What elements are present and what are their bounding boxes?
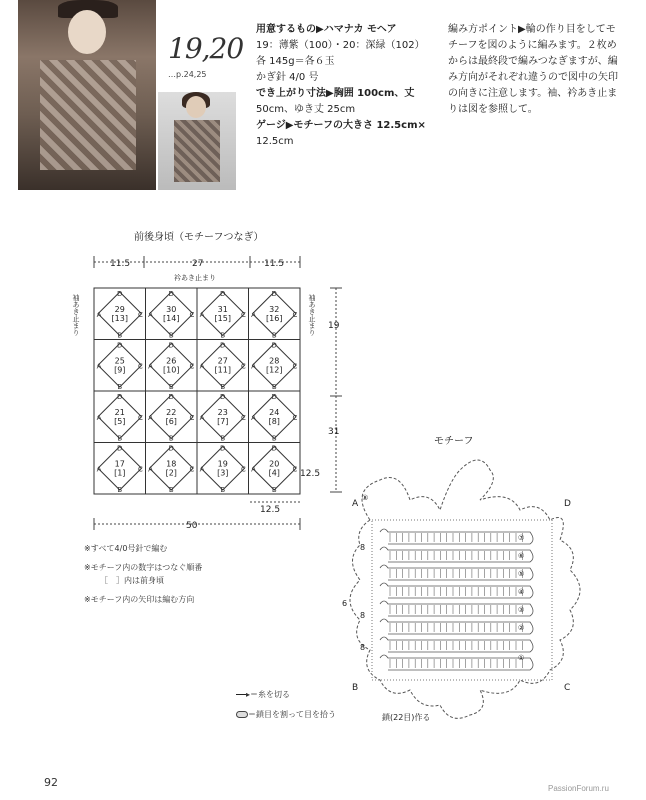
motif-corner-letter: B: [117, 383, 123, 391]
dim-right-125: 12.5: [300, 469, 321, 479]
motif-corner-letter: A: [251, 310, 256, 319]
motif-corner-letter: C: [138, 310, 143, 319]
motif-corner-letter: B: [117, 486, 123, 494]
motif-corner-letter: C: [189, 362, 195, 371]
chain-label: 鎖(22目)作る: [382, 713, 431, 722]
crochet-row: [380, 565, 533, 580]
motif-corner-letter: B: [117, 434, 123, 443]
row-label: 8: [360, 543, 366, 552]
motif-corner-letter: D: [117, 444, 123, 453]
motif-label: 26: [166, 356, 177, 366]
circled-8: ⑧: [362, 494, 369, 502]
motif-label: 19: [217, 459, 228, 469]
pattern-number: 19,20: [168, 32, 244, 65]
motif-corner-letter: D: [220, 341, 226, 350]
motif-corner-letter: D: [168, 393, 174, 401]
motif-corner-letter: A: [96, 310, 102, 319]
motif-corner-letter: D: [271, 290, 277, 298]
motif-corner-letter: D: [117, 393, 123, 401]
motif-label: [1]: [114, 468, 126, 478]
motif-corner-letter: A: [199, 310, 205, 319]
motif-label: [2]: [165, 468, 177, 478]
motif-label: 22: [166, 407, 177, 417]
motif-corner-letter: C: [241, 465, 246, 474]
motif-corner-letter: A: [199, 465, 205, 474]
dim-right-top: 11.5: [264, 259, 285, 269]
row-label: 6: [342, 599, 348, 608]
motif-corner-letter: B: [271, 331, 277, 340]
legend-pick: ＝鎖目を割って目を拾う: [236, 708, 336, 721]
motif-corner-letter: A: [96, 362, 102, 371]
note-line: ※モチーフ内の矢印は編む方向: [84, 595, 195, 604]
motif-corner-letter: D: [220, 290, 226, 298]
motif-corner-letter: A: [251, 413, 256, 422]
motif-label: [6]: [165, 416, 177, 426]
circled-3: ③: [518, 606, 525, 614]
sleeve-right-label: 袖あき止まり: [308, 294, 316, 336]
sleeve-left-label: 袖あき止まり: [72, 294, 80, 336]
motif-corner-letter: A: [148, 465, 153, 474]
materials-line: 50cm、ゆき丈 25cm: [256, 104, 356, 115]
motif-corner-letter: B: [220, 383, 226, 391]
crochet-row: [380, 619, 533, 634]
motif-label: 23: [217, 407, 228, 417]
motif-corner-letter: A: [96, 413, 102, 422]
motif-corner-letter: B: [220, 331, 226, 340]
motif-corner-letter: A: [199, 362, 205, 371]
motif-corner-letter: D: [168, 341, 174, 350]
crochet-row: [380, 637, 533, 652]
motif-corner-letter: B: [271, 486, 277, 494]
motif-corner-letter: C: [292, 310, 298, 319]
motif-corner-letter: A: [251, 465, 256, 474]
motif-label: 20: [269, 459, 280, 469]
motif-corner-letter: A: [199, 413, 205, 422]
motif-corner-letter: D: [271, 444, 277, 453]
motif-corner-letter: B: [117, 331, 123, 340]
row-label: 8: [360, 611, 366, 620]
motif-corner-letter: D: [117, 341, 123, 350]
page-reference: …p.24,25: [168, 70, 207, 79]
motif-corner-letter: C: [189, 465, 195, 474]
materials-line: かぎ針 4/0 号: [256, 72, 319, 83]
note-line: ※モチーフ内の数字はつなぐ順番: [84, 563, 203, 572]
corner-b: B: [352, 683, 359, 693]
model-photo-main: [18, 0, 156, 190]
motif-label: 27: [217, 356, 228, 366]
motif-corner-letter: C: [138, 465, 143, 474]
motif-corner-letter: D: [220, 444, 226, 453]
dim-right-19: 19: [328, 321, 340, 331]
crochet-row: [380, 529, 533, 544]
motif-corner-letter: C: [189, 310, 195, 319]
motif-label: 24: [269, 407, 280, 417]
points-line: からは最終段で編みつなぎますが、編: [448, 56, 618, 67]
dim-left-top: 11.5: [110, 259, 131, 269]
motif-corner-letter: B: [168, 434, 174, 443]
dim-right-31: 31: [328, 427, 340, 437]
circled-6: ⑥: [518, 552, 525, 560]
points-line: りは図を参照して。: [448, 104, 538, 115]
crochet-row: [380, 583, 533, 598]
motif-corner-letter: B: [168, 331, 174, 340]
motif-corner-letter: C: [241, 413, 246, 422]
motif-corner-letter: D: [117, 290, 123, 298]
motif-label: [12]: [266, 365, 283, 375]
points-line: 編み方ポイント▶輪の作り目をしてモ: [448, 24, 616, 35]
motif-grid: [94, 288, 300, 494]
motif-corner-letter: C: [189, 413, 195, 422]
motif-corner-letter: C: [138, 362, 143, 371]
neck-label: 衿あき止まり: [174, 274, 216, 282]
motif-corner-letter: C: [292, 465, 298, 474]
circled-5: ⑤: [518, 570, 525, 578]
watermark: PassionForum.ru: [548, 784, 609, 793]
motif-chart: [330, 450, 590, 730]
circled-7: ⑦: [518, 534, 525, 542]
motif-corner-letter: B: [271, 434, 277, 443]
motif-corner-letter: D: [168, 290, 174, 298]
motif-label: 18: [166, 459, 177, 469]
motif-label: [16]: [266, 313, 283, 323]
motif-corner-letter: D: [271, 393, 277, 401]
note-line: ［ ］内は前身頃: [100, 576, 164, 585]
cut-icon: [236, 694, 246, 695]
motif-corner-letter: A: [148, 362, 153, 371]
motif-corner-letter: C: [292, 362, 298, 371]
body-diagram: [60, 248, 350, 538]
notes-block: [84, 542, 304, 606]
motif-corner-letter: D: [271, 341, 277, 350]
motif-corner-letter: C: [138, 413, 143, 422]
materials-line: ゲージ▶モチーフの大きさ 12.5cm×: [256, 120, 426, 131]
motif-label: [14]: [163, 313, 180, 323]
motif-corner-letter: B: [168, 486, 174, 494]
corner-d: D: [564, 499, 571, 509]
materials-line: 用意するもの▶ハマナカ モヘア: [256, 24, 397, 35]
motif-corner-letter: C: [292, 413, 298, 422]
motif-label: 31: [217, 304, 228, 314]
motif-corner-letter: B: [220, 434, 226, 443]
motif-corner-letter: B: [220, 486, 226, 494]
corner-a: A: [352, 499, 359, 509]
materials-line: 各 145g＝各６玉: [256, 56, 335, 67]
motif-label: [9]: [114, 365, 126, 375]
motif-corner-letter: C: [241, 362, 246, 371]
motif-label: [8]: [268, 416, 280, 426]
points-block: [448, 22, 634, 118]
diagram-title: 前後身頃（モチーフつなぎ）: [134, 232, 264, 243]
model-photo-secondary: [158, 92, 236, 190]
crochet-row: [380, 601, 533, 616]
motif-chart-title: モチーフ: [434, 436, 474, 447]
crochet-row: [380, 547, 533, 562]
legend-cut: ▸＝糸を切る: [236, 688, 290, 701]
dim-middle-top: 27: [192, 259, 204, 269]
motif-label: [13]: [111, 313, 128, 323]
motif-label: [3]: [217, 468, 229, 478]
motif-corner-letter: A: [148, 413, 153, 422]
row-label: 8: [360, 643, 366, 652]
motif-label: 30: [166, 304, 177, 314]
motif-label: 32: [269, 304, 280, 314]
motif-label: [7]: [217, 416, 229, 426]
materials-line: でき上がり寸法▶胸囲 100cm、丈: [256, 88, 415, 99]
materials-line: 19：薄紫（100）・20：深緑（102）: [256, 40, 425, 51]
motif-label: [5]: [114, 416, 126, 426]
note-line: ※すべて4/0号針で編む: [84, 544, 168, 553]
dim-bottom-50: 50: [186, 521, 198, 531]
pick-icon: [236, 711, 248, 718]
motif-corner-letter: D: [220, 393, 226, 401]
motif-corner-letter: A: [148, 310, 153, 319]
points-line: チーフを図のように編みます。２枚め: [448, 40, 617, 51]
points-line: み方向がそれぞれ違うので図中の矢印: [448, 72, 618, 83]
motif-corner-letter: A: [96, 465, 102, 474]
circled-2: ②: [518, 624, 525, 632]
corner-c: C: [564, 683, 571, 693]
motif-label: [4]: [268, 468, 280, 478]
dim-bottom-125: 12.5: [260, 505, 281, 515]
crochet-row: [380, 655, 533, 670]
motif-label: [11]: [214, 365, 231, 375]
motif-label: 29: [114, 304, 125, 314]
points-line: の向きに注意します。袖、衿あき止ま: [448, 88, 618, 99]
motif-corner-letter: B: [271, 383, 277, 391]
materials-block: [256, 22, 436, 150]
motif-corner-letter: A: [251, 362, 256, 371]
motif-corner-letter: C: [241, 310, 246, 319]
circled-1: ①: [518, 654, 525, 662]
motif-label: [10]: [163, 365, 180, 375]
motif-corner-letter: B: [168, 383, 174, 391]
motif-label: 17: [114, 459, 125, 469]
circled-4: ④: [518, 588, 525, 596]
motif-label: 21: [114, 407, 125, 417]
motif-corner-letter: D: [168, 444, 174, 453]
motif-label: 25: [114, 356, 125, 366]
motif-label: 28: [269, 356, 280, 366]
page-number: 92: [44, 776, 58, 789]
motif-label: [15]: [214, 313, 231, 323]
materials-line: 12.5cm: [256, 136, 294, 147]
